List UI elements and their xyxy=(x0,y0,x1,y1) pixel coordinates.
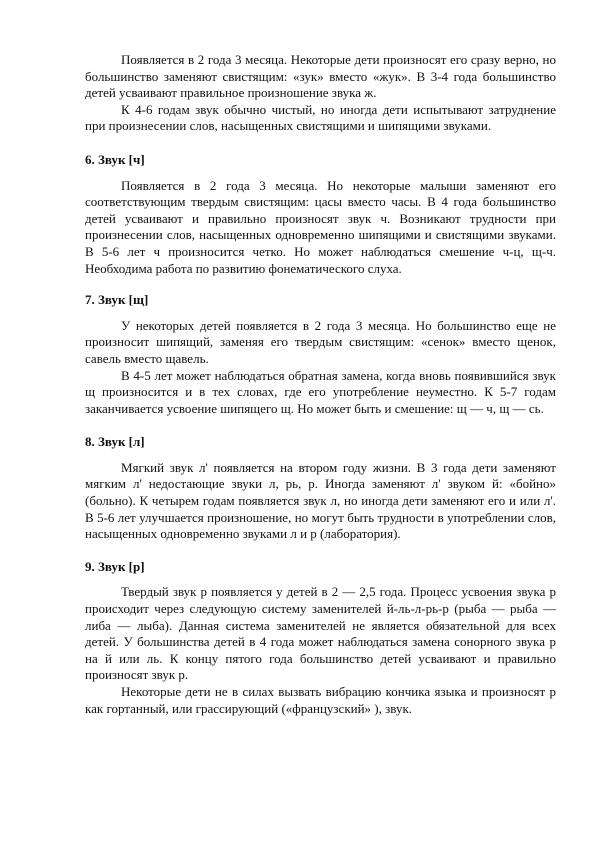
section-shch-paragraph-2: В 4-5 лет может наблюдаться обратная замена, когда вновь появившийся звук щ произносится и в тех словах, где его употребление неуместно. К 5-7 годам заканчивается усвоение шипящего щ. Но может быть и смешение: щ — ч, щ — сь. xyxy=(85,367,556,416)
section-heading-ch: 6. Звук [ч] xyxy=(85,151,145,167)
section-ch-paragraph-1: Появляется в 2 года 3 месяца. Но некоторые малыши заменяют его соответствующим твердым свистящим: цасы вместо часы. В 4 года большинство детей усваивают и правильно произносят звук ч. Возникают трудности при произнесении слов, насыщенных одновременно шипящими и свистящими звуками. В 5-6 лет ч произносится четко. Но может наблюдаться смешение ч-ц, щ-ч. Необходима работа по развитию фонематического слуха. xyxy=(85,177,556,276)
section-heading-r: 9. Звук [р] xyxy=(85,558,145,574)
section-shch-paragraph-1: У некоторых детей появляется в 2 года 3 месяца. Но большинство еще не произносит шипящий, заменяя его твердым свистящим: «сенок» вместо щенок, савель вместо щавель. xyxy=(85,317,556,366)
document-page xyxy=(85,52,556,717)
section-r-paragraph-2: Некоторые дети не в силах вызвать вибрацию кончика языка и произносят р как гортанный, или грассирующий («французский» ), звук. xyxy=(85,684,556,716)
section-l-paragraph-1: Мягкий звук л' появляется на втором году жизни. В 3 года дети заменяют мягким л' недостающие звуки л, рь, р. Иногда заменяют л' звуком й: «бойно» (больно). К четырем годам появляется звук л, но иногда дети заменяют его и или л'. В 5-6 лет улучшается произношение, но могут быть трудности в употреблении слов, насыщенных одновременно звуками л и р (лаборатория). xyxy=(85,459,556,542)
section-r-paragraph-1: Твердый звук р появляется у детей в 2 — 2,5 года. Процесс усвоения звука р происходит через следующую систему заменителей й-ль-л-рь-р (рыба — рыба — либа — лыба). Данная система заменителей не является обязательной для всех детей. У большинства детей в 4 года может наблюдаться замена сонорного звука р на й или ль. К концу пятого года большинство детей усваивают и правильно произносят звук р. xyxy=(85,584,556,683)
section-heading-l: 8. Звук [л] xyxy=(85,434,145,450)
intro-paragraph-1: Появляется в 2 года 3 месяца. Некоторые дети произносят его сразу верно, но большинство заменяют свистящим: «зук» вместо «жук». В 3-4 года большинство детей усваивают правильное произношение звука ж. xyxy=(85,52,556,101)
section-heading-shch: 7. Звук [щ] xyxy=(85,292,149,308)
intro-paragraph-2: К 4-6 годам звук обычно чистый, но иногда дети испытывают затруднение при произнесении слов, насыщенных свистящими и шипящими звуками. xyxy=(85,101,556,134)
